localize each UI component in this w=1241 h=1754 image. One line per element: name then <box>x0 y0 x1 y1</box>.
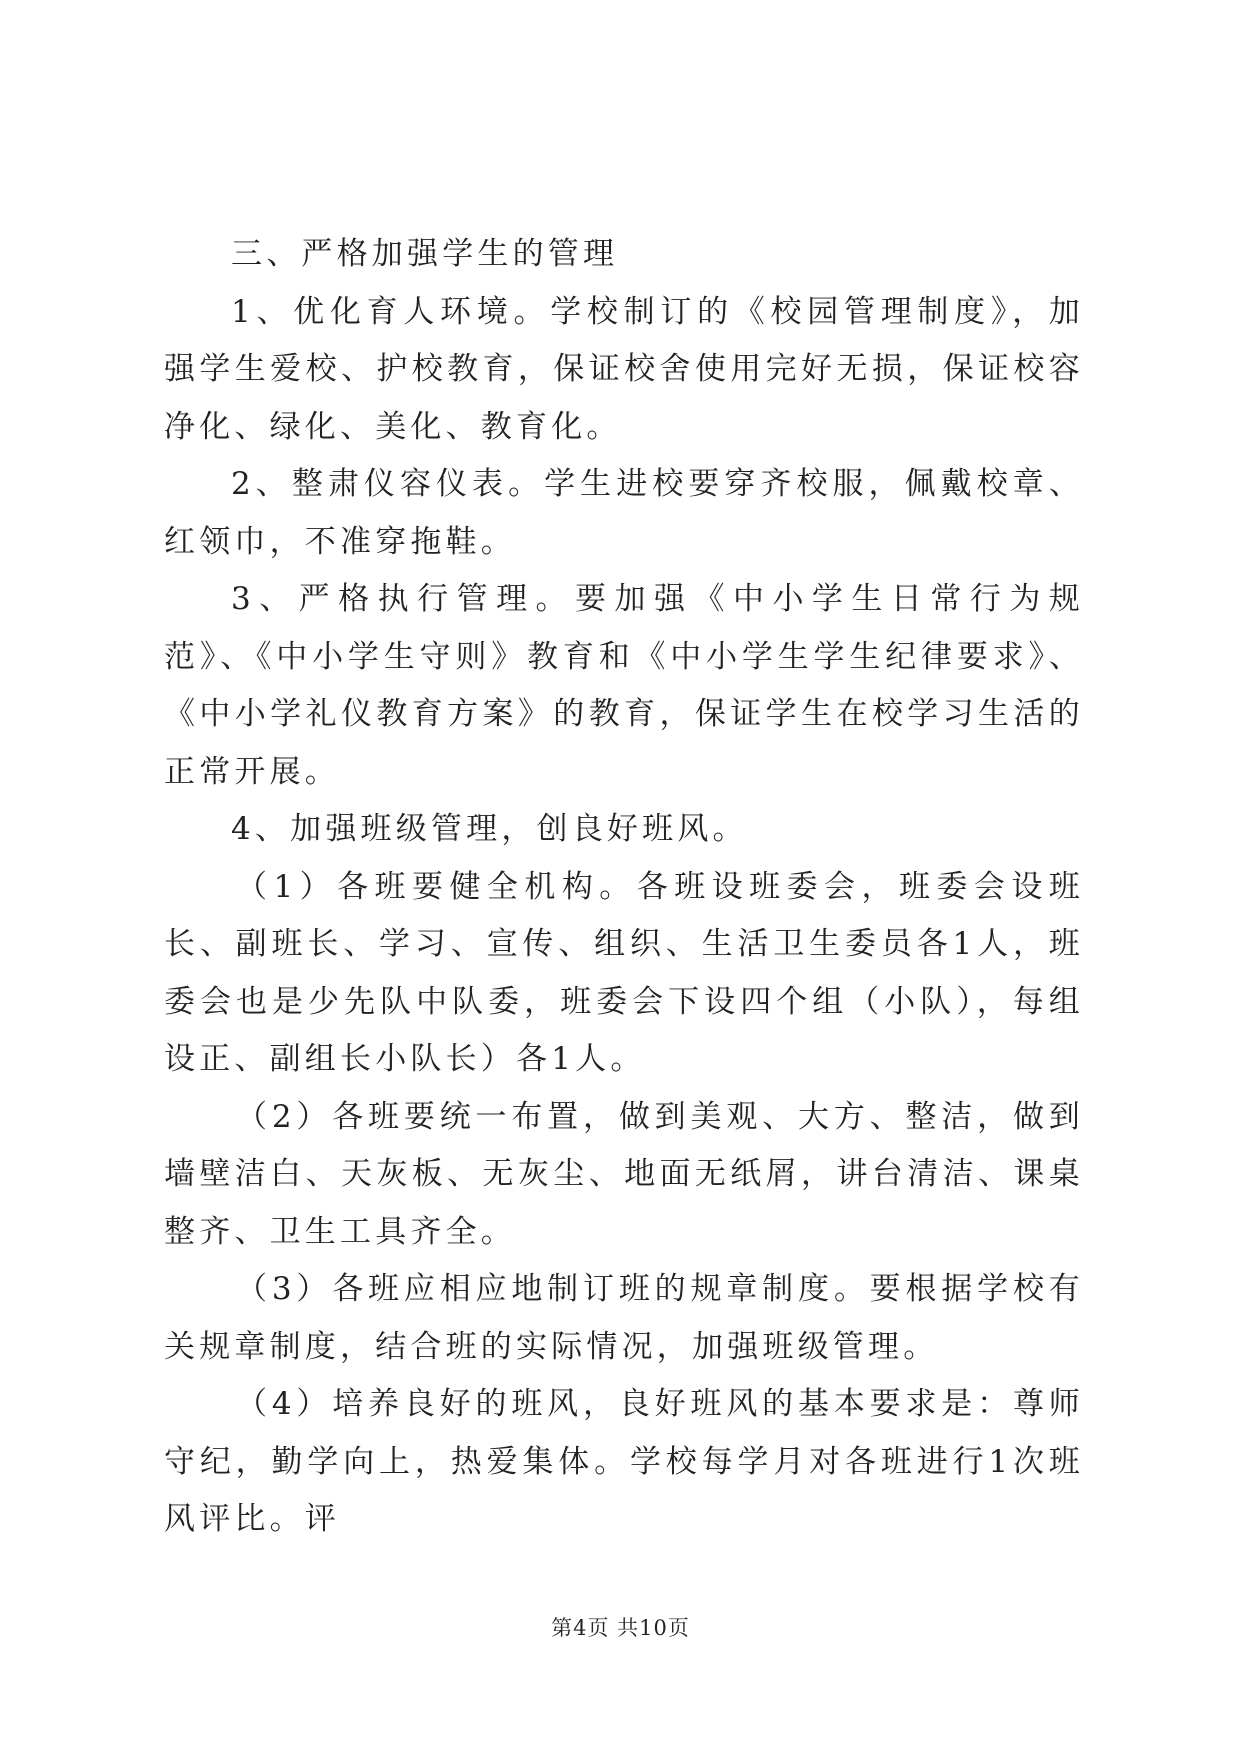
paragraph-item-3: 3、严格执行管理。要加强《中小学生日常行为规范》、《中小学生守则》教育和《中小学生学生纪律要求》、《中小学礼仪教育方案》的教育，保证学生在校学习生活的正常开展。 <box>164 581 1084 790</box>
paragraph-sub-4: （4）培养良好的班风，良好班风的基本要求是：尊师守纪，勤学向上，热爱集体。学校每学月对各班进行1次班风评比。评 <box>164 1386 1084 1537</box>
paragraph-sub-1: （1）各班要健全机构。各班设班委会，班委会设班长、副班长、学习、宣传、组织、生活卫生委员各1人，班委会也是少先队中队委，班委会下设四个组（小队），每组设正、副组长小队长）各1人。 <box>164 868 1084 1077</box>
paragraph-sub-3: （3）各班应相应地制订班的规章制度。要根据学校有关规章制度，结合班的实际情况，加强班级管理。 <box>164 1271 1084 1365</box>
paragraph-sub-2: （2）各班要统一布置，做到美观、大方、整洁，做到墙壁洁白、天灰板、无灰尘、地面无纸屑，讲台清洁、课桌整齐、卫生工具齐全。 <box>164 1098 1084 1250</box>
paragraph-item-4: 4、加强班级管理，创良好班风。 <box>231 811 748 847</box>
section-heading: 三、严格加强学生的管理 <box>231 236 619 272</box>
paragraph-item-1: 1、优化育人环境。学校制订的《校园管理制度》，加强学生爱校、护校教育，保证校舍使用完好无损，保证校容净化、绿化、美化、教育化。 <box>164 293 1084 445</box>
page-number-footer: 第4页 共10页 <box>551 1616 690 1640</box>
paragraph-item-2: 2、整肃仪容仪表。学生进校要穿齐校服，佩戴校章、红领巾，不准穿拖鞋。 <box>164 466 1084 560</box>
document-body <box>164 226 1084 1549</box>
